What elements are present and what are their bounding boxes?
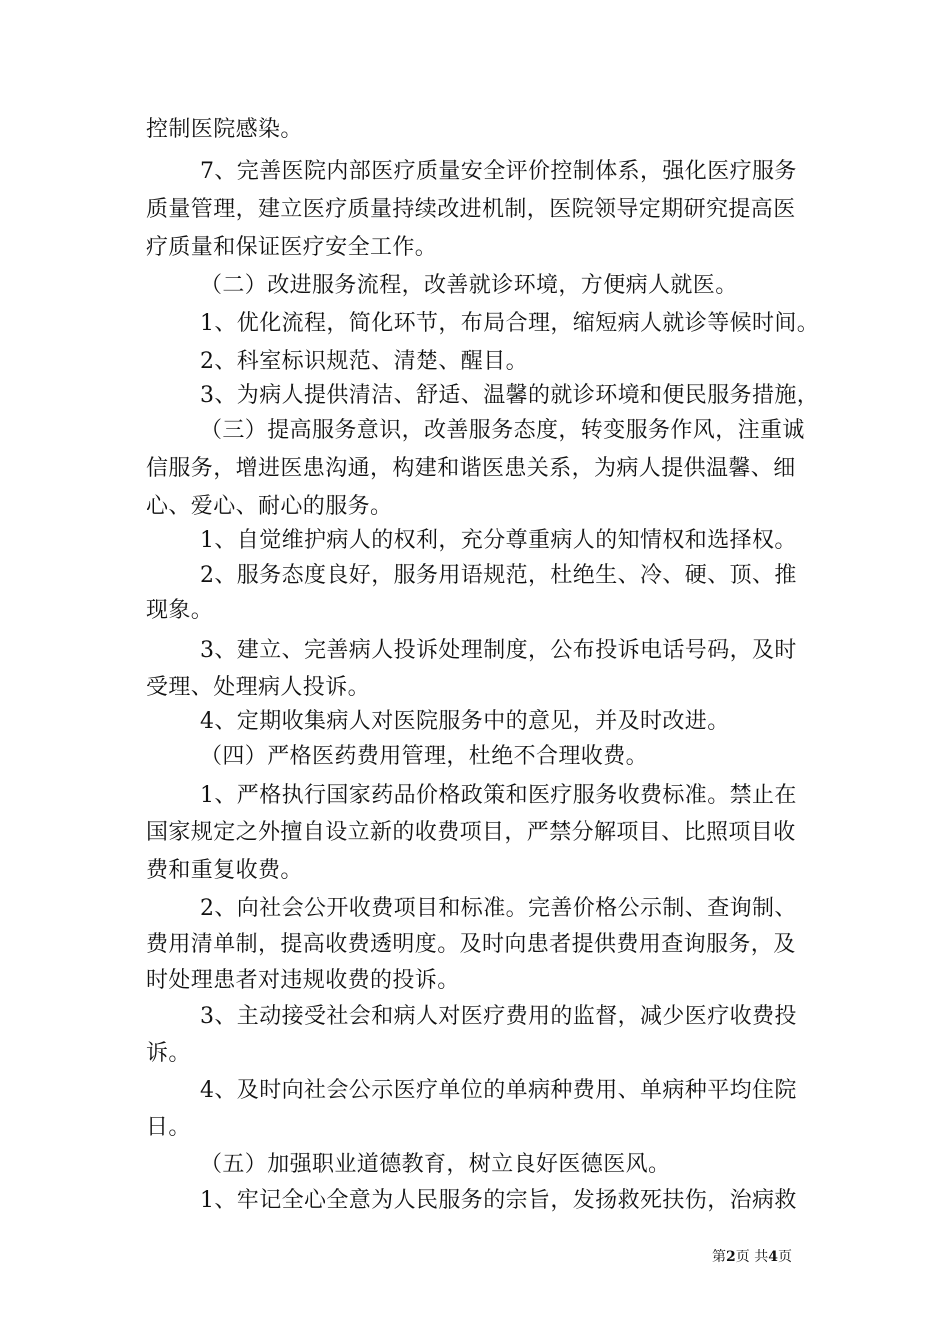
footer-suffix: 页 (777, 1249, 792, 1265)
text-line: 7、完善医院内部医疗质量安全评价控制体系，强化医疗服务 (200, 159, 797, 184)
footer-total-pages: 4 (768, 1249, 778, 1265)
text-line: 1、自觉维护病人的权利，充分尊重病人的知情权和选择权。 (200, 528, 797, 553)
text-line: 控制医院感染。 (146, 117, 303, 142)
text-line: 质量管理，建立医疗质量持续改进机制，医院领导定期研究提高医 (146, 197, 796, 222)
text-line: 国家规定之外擅自设立新的收费项目，严禁分解项目、比照项目收 (146, 820, 796, 845)
text-line: 1、牢记全心全意为人民服务的宗旨，发扬救死扶伤，治病救 (200, 1188, 797, 1213)
text-line: 4、定期收集病人对医院服务中的意见，并及时改进。 (200, 709, 730, 734)
page-footer (712, 1247, 792, 1267)
text-line: 心、爱心、耐心的服务。 (146, 494, 393, 519)
text-line: 3、建立、完善病人投诉处理制度，公布投诉电话号码，及时 (200, 638, 797, 663)
text-line: 受理、处理病人投诉。 (146, 675, 371, 700)
text-line: 时处理患者对违规收费的投诉。 (146, 968, 460, 993)
text-line: 信服务，增进医患沟通，构建和谐医患关系，为病人提供温馨、细 (146, 456, 796, 481)
text-line: 2、向社会公开收费项目和标准。完善价格公示制、查询制、 (200, 896, 797, 921)
text-line: 2、服务态度良好，服务用语规范，杜绝生、冷、硬、顶、推 (200, 563, 797, 588)
text-line: 现象。 (146, 598, 214, 623)
text-line: 诉。 (146, 1041, 191, 1066)
footer-current-page: 2 (726, 1249, 736, 1265)
text-line: 日。 (146, 1115, 191, 1140)
text-line: 2、科室标识规范、清楚、醒目。 (200, 349, 528, 374)
text-line: 1、优化流程，简化环节，布局合理，缩短病人就诊等候时间。 (200, 311, 820, 336)
text-line: 3、为病人提供清洁、舒适、温馨的就诊环境和便民服务措施， (200, 383, 820, 408)
text-line: （三）提高服务意识，改善服务态度，转变服务作风，注重诚 (200, 418, 805, 443)
text-line: （二）改进服务流程，改善就诊环境，方便病人就医。 (200, 273, 738, 298)
text-line: （四）严格医药费用管理，杜绝不合理收费。 (200, 744, 649, 769)
text-line: 3、主动接受社会和病人对医疗费用的监督，减少医疗收费投 (200, 1004, 797, 1029)
footer-middle: 页 共 (735, 1249, 769, 1265)
text-line: 疗质量和保证医疗安全工作。 (146, 235, 438, 260)
text-line: 4、及时向社会公示医疗单位的单病种费用、单病种平均住院 (200, 1078, 797, 1103)
text-line: 费和重复收费。 (146, 858, 303, 883)
text-line: （五）加强职业道德教育，树立良好医德医风。 (200, 1152, 671, 1177)
text-line: 1、严格执行国家药品价格政策和医疗服务收费标准。禁止在 (200, 783, 797, 808)
text-line: 费用清单制，提高收费透明度。及时向患者提供费用查询服务，及 (146, 932, 796, 957)
footer-prefix: 第 (712, 1249, 726, 1265)
